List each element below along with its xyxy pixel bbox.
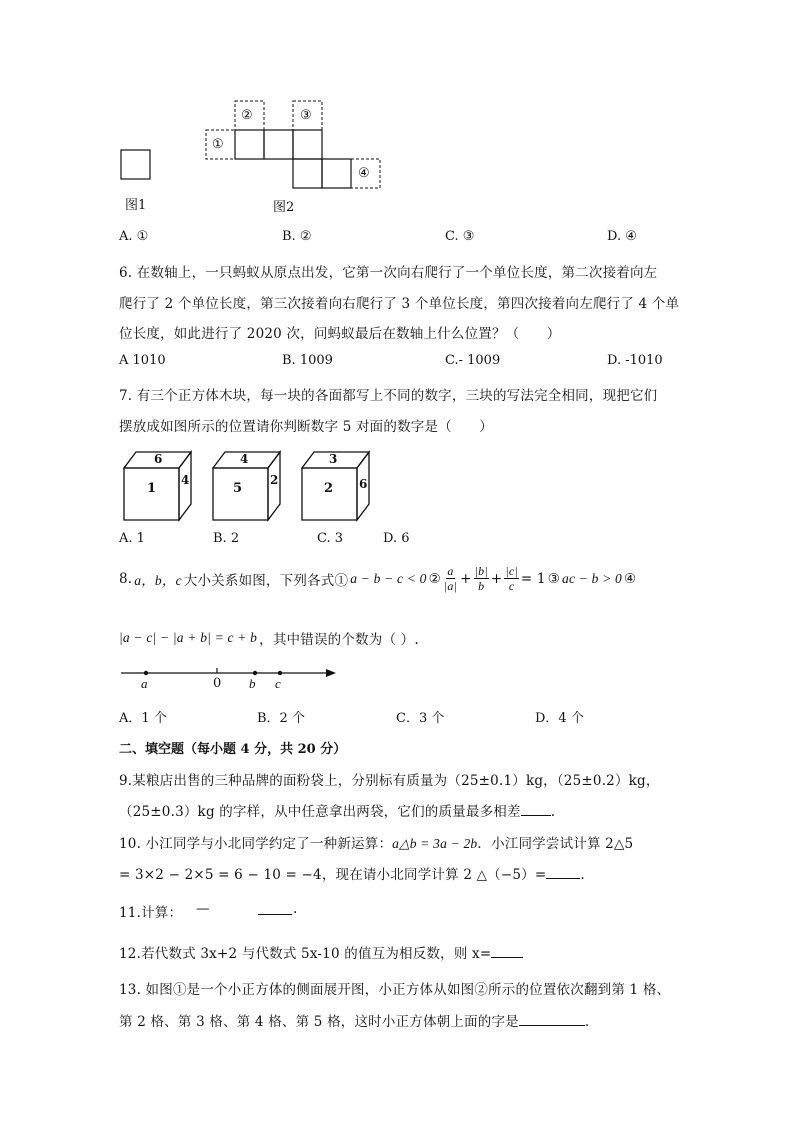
marker-3: ③: [300, 108, 312, 123]
q9-line2: [119, 800, 555, 820]
q8-option-c: C．3 个: [396, 711, 445, 726]
q6-line2: 爬行了 2 个单位长度，第三次接着向右爬行了 3 个单位长度，第四次接着向左爬行了 4 个单: [119, 296, 680, 312]
point-a: [144, 671, 148, 675]
q12-line: [119, 942, 523, 962]
cube-2-side: 2: [270, 473, 279, 487]
q8-expr3: ac − b > 0: [562, 570, 622, 586]
q13-line2-end: .: [584, 1014, 590, 1030]
q8-vars: a，b，c: [134, 572, 182, 588]
axis-label-a: a: [141, 676, 148, 691]
q10-line2a: = 3×2 − 2×5 = 6 − 10 = −4: [119, 867, 322, 883]
q12-text: 12.若代数式 3x+2 与代数式 5x-10 的值互为相反数，则 x=: [119, 946, 492, 962]
q10-line1: [119, 832, 633, 852]
q5-option-a: A. ①: [119, 229, 149, 244]
q11-answer-blank[interactable]: [258, 902, 292, 915]
q13-line2-text: 第 2 格、第 3 格、第 4 格、第 5 格，这时小正方体朝上面的字是: [119, 1014, 519, 1030]
point-c: [278, 671, 282, 675]
q7-line1: 7. 有三个正方体木块，每一块的各面都写上不同的数字，三块的写法完全相同，现把它们: [119, 388, 658, 404]
q6-option-d: D. -1010: [607, 353, 663, 368]
marker-1: ①: [212, 137, 224, 152]
q8-line1: 8. a，b，c 大小关系如图，下列各式① a − b − c < 0 ② $\frac{a}{|a|}$ + $\frac{|b|}{b}$ + $\frac{|c|}{c}$ = 1 ③ ac − b > 0 ④: [119, 564, 637, 593]
cube-3-top: 3: [329, 452, 338, 466]
q10-answer-blank[interactable]: [546, 866, 580, 879]
q8-frac-b: $\frac{|b|}{b}$: [474, 564, 488, 593]
q10-line2b: ，现在请小北同学计算 2 △（−5）=: [321, 867, 547, 883]
q8-text1: 大小关系如图，下列各式①: [183, 572, 349, 589]
q8-expr4: |a − c| − |a + b| = c + b: [119, 630, 258, 645]
q5-option-c: C. ③: [445, 229, 475, 244]
q11-end: .: [293, 901, 298, 917]
axis-label-b: b: [249, 676, 256, 691]
q6-option-a: A 1010: [119, 353, 166, 368]
q8-mark2: ②: [428, 570, 441, 587]
q13-line1: 13. 如图①是一个小正方体的侧面展开图，小正方体从如图②所示的位置依次翻到第 1 格、: [119, 982, 671, 998]
fig1-label: 图1: [125, 198, 147, 213]
q6-option-c: C.- 1009: [445, 353, 501, 368]
q6-line3: 位长度，如此进行了 2020 次，问蚂蚁最后在数轴上什么位置？（ ）: [119, 326, 561, 342]
q8-option-a: A．1 个: [119, 711, 167, 726]
cube-1-front: 1: [147, 481, 157, 496]
q8-prefix: 8.: [119, 570, 133, 587]
q10-line1c: ．小江同学尝试计算 2△5: [477, 836, 634, 852]
q10-line1a: 10. 小江同学与小北同学约定了一种新运算：: [119, 836, 393, 852]
q8-text2: ，其中错误的个数为（ ）.: [259, 632, 419, 648]
q8-eq1: = 1: [520, 570, 546, 587]
q7-line2: 摆放成如图所示的位置请你判断数字 5 对面的数字是（ ）: [119, 419, 493, 435]
q8-expr1: a − b − c < 0: [350, 570, 427, 586]
q10-line1b: a△b = 3a − 2b: [392, 836, 478, 851]
q7-option-d: D. 6: [383, 531, 410, 546]
cube-3-front: 2: [324, 481, 334, 496]
q12-answer-blank[interactable]: [491, 945, 523, 958]
q7-option-c: C. 3: [317, 531, 344, 546]
axis-label-0: 0: [213, 676, 222, 691]
q9-answer-blank[interactable]: [521, 803, 551, 816]
q11-dash: —: [196, 901, 210, 917]
q9-line1: 9.某粮店出售的三种品牌的面粉袋上，分别标有质量为（25±0.1）kg，（25±0.2）kg，: [119, 773, 660, 789]
cube-3-side: 6: [359, 477, 368, 491]
axis-label-c: c: [275, 676, 281, 691]
q6-option-b: B. 1009: [282, 353, 333, 368]
marker-4: ④: [358, 166, 370, 181]
q5-option-d: D. ④: [607, 229, 637, 244]
q8-frac-c: $\frac{|c|}{c}$: [505, 564, 518, 593]
q7-option-a: A. 1: [119, 531, 145, 546]
cube-1-top: 6: [154, 452, 163, 466]
q8-option-b: B．2 个: [257, 711, 305, 726]
q9-line2-text: （25±0.3）kg 的字样，从中任意拿出两袋，它们的质量最多相差: [119, 804, 521, 820]
cube-2-front: 5: [233, 481, 243, 496]
q8-mark4: ④: [623, 570, 637, 587]
cube-1-side: 4: [181, 473, 190, 487]
q10-line2: [119, 863, 585, 883]
marker-2: ②: [241, 108, 253, 123]
point-b: [253, 671, 257, 675]
q5-option-b: B. ②: [282, 229, 312, 244]
fig2-label: 图2: [273, 200, 295, 215]
q10-line2-end: .: [580, 867, 585, 883]
q6-line1: 6. 在数轴上，一只蚂蚁从原点出发，它第一次向右爬行了一个单位长度，第二次接着向左: [119, 265, 658, 281]
cube-2-top: 4: [240, 452, 249, 466]
q13-line2: [119, 1010, 589, 1030]
section-2-heading: 二、填空题（每小题 4 分，共 20 分）: [119, 742, 347, 757]
q8-frac-a: $\frac{a}{|a|}$: [443, 564, 458, 593]
q13-answer-blank[interactable]: [519, 1013, 585, 1026]
q7-option-b: B. 2: [213, 531, 240, 546]
q11-label: 11.计算：: [119, 905, 183, 921]
q9-line2-end: .: [550, 804, 556, 820]
q8-option-d: D．4 个: [535, 711, 584, 726]
q8-mark3: ③: [547, 570, 560, 587]
